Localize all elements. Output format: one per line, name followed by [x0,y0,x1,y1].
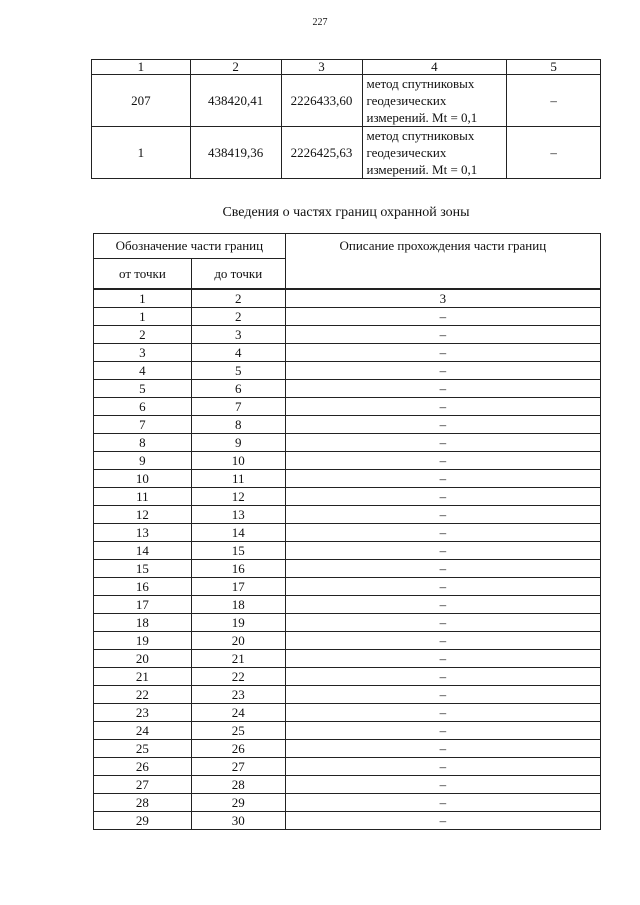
table-row [94,596,601,614]
point-number-cell: 207 [92,75,191,127]
table-row [94,488,601,506]
to-point-cell: 17 [191,578,285,596]
section-title: Сведения о частях границ охранной зоны [222,205,470,220]
page-number: 227 [312,17,328,28]
method-cell: метод спутниковых геодезических измерений. Mt = 0,1 [362,127,507,179]
table-row [94,704,601,722]
from-point-cell: 9 [94,452,192,470]
parts-table-header [94,234,601,259]
to-point-cell: 23 [191,686,285,704]
column-numbers-row [94,289,601,308]
table-row [94,326,601,344]
from-point-cell: 20 [94,650,192,668]
description-cell: – [285,326,600,344]
column-header: 5 [507,60,601,75]
to-point-cell: 18 [191,596,285,614]
table-row [92,75,601,127]
description-cell: – [285,362,600,380]
y-coordinate-cell: 2226425,63 [281,127,362,179]
from-point-cell: 26 [94,758,192,776]
table-row [94,506,601,524]
to-point-cell: 16 [191,560,285,578]
boundary-parts-table [93,233,601,830]
to-point-cell: 15 [191,542,285,560]
description-cell: – [507,127,601,179]
description-cell: – [285,488,600,506]
to-point-cell: 30 [191,812,285,830]
description-cell: – [285,470,600,488]
to-point-cell: 25 [191,722,285,740]
column-number: 3 [285,289,600,308]
description-cell: – [285,740,600,758]
to-point-cell: 5 [191,362,285,380]
from-point-cell: 15 [94,560,192,578]
to-point-cell: 6 [191,380,285,398]
table-row [94,812,601,830]
to-point-cell: 12 [191,488,285,506]
from-point-cell: 7 [94,416,192,434]
table-row [94,650,601,668]
from-point-cell: 8 [94,434,192,452]
point-number-cell: 1 [92,127,191,179]
column-number: 2 [191,289,285,308]
description-cell: – [285,452,600,470]
from-point-cell: 27 [94,776,192,794]
description-cell: – [285,308,600,326]
from-point-header: от точки [94,259,192,290]
table-row [94,398,601,416]
table-row [94,758,601,776]
description-cell: – [285,344,600,362]
to-point-cell: 13 [191,506,285,524]
table-row [94,578,601,596]
table-row [94,776,601,794]
from-point-cell: 19 [94,632,192,650]
to-point-cell: 29 [191,794,285,812]
from-point-cell: 14 [94,542,192,560]
table-row [94,614,601,632]
table-row [92,127,601,179]
x-coordinate-cell: 438420,41 [190,75,281,127]
description-cell: – [285,542,600,560]
to-point-cell: 4 [191,344,285,362]
description-cell: – [285,380,600,398]
y-coordinate-cell: 2226433,60 [281,75,362,127]
from-point-cell: 23 [94,704,192,722]
coordinates-table-header [92,60,601,75]
designation-header: Обозначение части границ [94,234,286,259]
to-point-header: до точки [191,259,285,290]
method-cell: метод спутниковых геодезических измерений. Mt = 0,1 [362,75,507,127]
description-cell: – [507,75,601,127]
description-cell: – [285,722,600,740]
table-row [94,416,601,434]
from-point-cell: 13 [94,524,192,542]
to-point-cell: 27 [191,758,285,776]
description-cell: – [285,506,600,524]
table-row [94,722,601,740]
description-cell: – [285,668,600,686]
description-header: Описание прохождения части границ [285,234,600,290]
to-point-cell: 11 [191,470,285,488]
to-point-cell: 3 [191,326,285,344]
description-cell: – [285,686,600,704]
to-point-cell: 21 [191,650,285,668]
description-cell: – [285,704,600,722]
description-cell: – [285,578,600,596]
from-point-cell: 29 [94,812,192,830]
to-point-cell: 2 [191,308,285,326]
description-cell: – [285,434,600,452]
table-row [94,452,601,470]
description-cell: – [285,794,600,812]
from-point-cell: 21 [94,668,192,686]
from-point-cell: 28 [94,794,192,812]
description-cell: – [285,614,600,632]
from-point-cell: 3 [94,344,192,362]
table-row [94,362,601,380]
description-cell: – [285,632,600,650]
from-point-cell: 17 [94,596,192,614]
from-point-cell: 12 [94,506,192,524]
table-row [94,740,601,758]
to-point-cell: 28 [191,776,285,794]
table-row [94,308,601,326]
description-cell: – [285,776,600,794]
column-header: 3 [281,60,362,75]
description-cell: – [285,758,600,776]
description-cell: – [285,812,600,830]
table-row [94,632,601,650]
table-row [94,686,601,704]
column-header: 2 [190,60,281,75]
from-point-cell: 10 [94,470,192,488]
column-header: 4 [362,60,507,75]
column-header: 1 [92,60,191,75]
to-point-cell: 14 [191,524,285,542]
table-row [94,794,601,812]
description-cell: – [285,524,600,542]
from-point-cell: 18 [94,614,192,632]
from-point-cell: 2 [94,326,192,344]
description-cell: – [285,398,600,416]
to-point-cell: 19 [191,614,285,632]
to-point-cell: 10 [191,452,285,470]
table-row [94,524,601,542]
table-row [94,470,601,488]
from-point-cell: 1 [94,308,192,326]
table-row [94,344,601,362]
from-point-cell: 24 [94,722,192,740]
description-cell: – [285,416,600,434]
to-point-cell: 22 [191,668,285,686]
to-point-cell: 24 [191,704,285,722]
to-point-cell: 20 [191,632,285,650]
description-cell: – [285,650,600,668]
from-point-cell: 5 [94,380,192,398]
coordinates-table [91,59,601,179]
from-point-cell: 4 [94,362,192,380]
description-cell: – [285,596,600,614]
from-point-cell: 11 [94,488,192,506]
to-point-cell: 9 [191,434,285,452]
from-point-cell: 25 [94,740,192,758]
table-row [94,560,601,578]
description-cell: – [285,560,600,578]
to-point-cell: 7 [191,398,285,416]
from-point-cell: 16 [94,578,192,596]
to-point-cell: 26 [191,740,285,758]
column-number: 1 [94,289,192,308]
table-row [94,434,601,452]
from-point-cell: 22 [94,686,192,704]
to-point-cell: 8 [191,416,285,434]
x-coordinate-cell: 438419,36 [190,127,281,179]
from-point-cell: 6 [94,398,192,416]
table-row [94,668,601,686]
table-row [94,542,601,560]
table-row [94,380,601,398]
